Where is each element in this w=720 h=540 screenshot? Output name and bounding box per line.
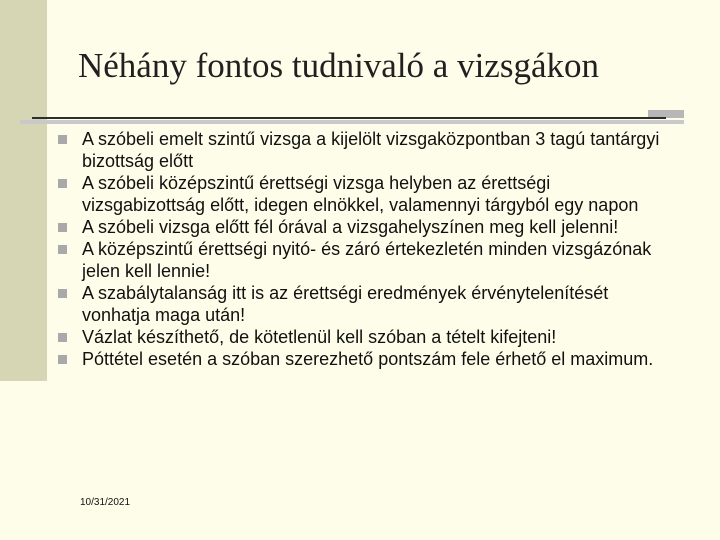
bullet-item — [58, 172, 678, 216]
bullet-item — [58, 282, 678, 326]
title-underline-shadow — [20, 120, 684, 124]
bullet-item — [58, 216, 678, 238]
bullet-text: A középszintű érettségi nyitó- és záró értekezletén minden vizsgázónak jelen kell lennie! — [82, 239, 652, 281]
square-bullet-icon — [58, 245, 67, 254]
bullet-text: A szóbeli emelt szintű vizsga a kijelölt vizsgaközpontban 3 tagú tantárgyi bizottság előtt — [82, 129, 660, 171]
bullet-item — [58, 238, 678, 282]
bullet-text: A szabálytalanság itt is az érettségi eredmények érvénytelenítését vonhatja maga után! — [82, 283, 609, 325]
title-underline — [32, 117, 666, 119]
slide-title: Néhány fontos tudnivaló a vizsgákon — [78, 46, 600, 85]
left-decorative-band — [0, 0, 47, 381]
bullet-text: A szóbeli középszintű érettségi vizsga helyben az érettségi vizsgabizottság előtt, idegen elnökkel, valamennyi tárgyból egy napon — [82, 173, 639, 215]
square-bullet-icon — [58, 333, 67, 342]
bullet-text: Póttétel esetén a szóban szerezhető pontszám fele érhető el maximum. — [82, 349, 654, 369]
bullet-item — [58, 326, 678, 348]
bullet-item — [58, 348, 678, 370]
square-bullet-icon — [58, 223, 67, 232]
bullet-text: A szóbeli vizsga előtt fél órával a vizsgahelyszínen meg kell jelenni! — [82, 217, 619, 237]
square-bullet-icon — [58, 355, 67, 364]
square-bullet-icon — [58, 135, 67, 144]
bullet-text: Vázlat készíthető, de kötetlenül kell szóban a tételt kifejteni! — [82, 327, 557, 347]
bullet-list — [58, 128, 678, 370]
square-bullet-icon — [58, 179, 67, 188]
square-bullet-icon — [58, 289, 67, 298]
bullet-item — [58, 128, 678, 172]
slide-date: 10/31/2021 — [80, 497, 131, 508]
